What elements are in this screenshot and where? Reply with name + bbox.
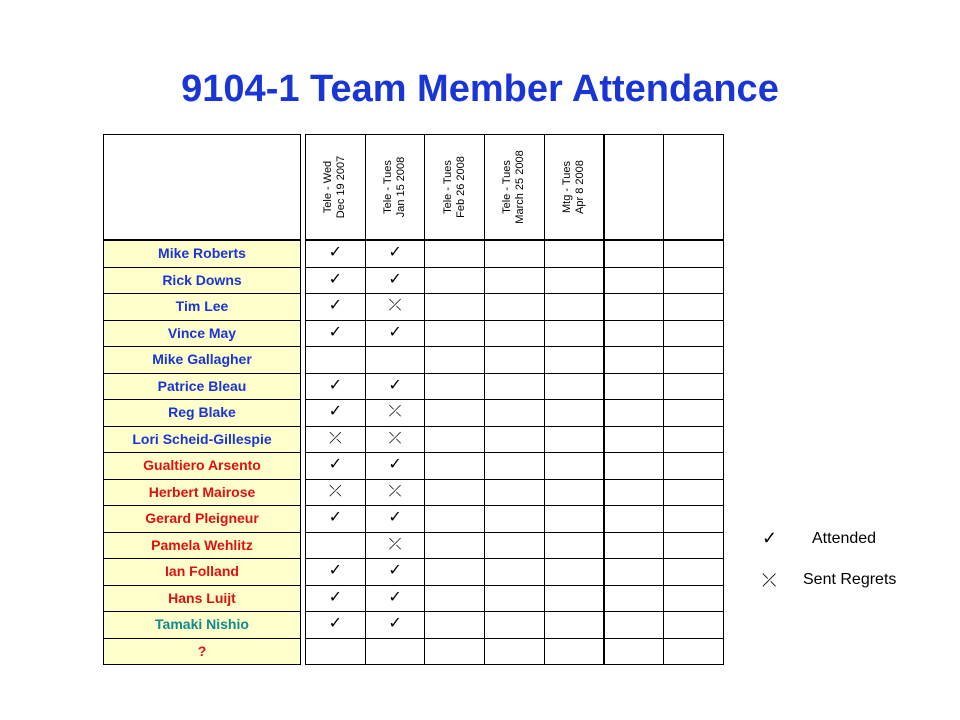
attendance-cell — [544, 373, 605, 401]
attendance-cell: ✓ — [305, 452, 366, 480]
member-name: Patrice Bleau — [103, 373, 301, 401]
attendance-cell — [663, 320, 724, 348]
attendance-table — [103, 134, 719, 664]
attendance-cell — [663, 505, 724, 533]
attendance-cell — [544, 320, 605, 348]
attendance-cell — [424, 373, 485, 401]
column-header-line2: Apr 8 2008 — [574, 160, 587, 214]
attendance-cell — [663, 346, 724, 374]
attendance-cell — [424, 585, 485, 613]
attendance-cell — [424, 532, 485, 560]
attendance-cell — [484, 452, 545, 480]
attendance-cell — [484, 373, 545, 401]
attendance-cell — [604, 505, 665, 533]
attendance-cell: ✓ — [305, 293, 366, 321]
regrets-legend-icon: ⤫ — [762, 570, 777, 590]
attendance-cell — [663, 585, 724, 613]
attendance-cell — [663, 638, 724, 666]
attendance-cell — [484, 585, 545, 613]
attendance-cell — [604, 346, 665, 374]
column-header-4 — [484, 134, 545, 240]
column-header-2 — [365, 134, 426, 240]
attendance-cell: ✓ — [305, 611, 366, 639]
attendance-cell — [604, 240, 665, 268]
attendance-cell — [604, 320, 665, 348]
attendance-cell — [604, 532, 665, 560]
attendance-cell — [663, 426, 724, 454]
attendance-cell: ✓ — [305, 399, 366, 427]
column-header-line2: Feb 26 2008 — [454, 156, 467, 218]
attendance-cell: ⤫ — [365, 426, 426, 454]
attendance-cell — [663, 479, 724, 507]
attendance-cell: ✓ — [365, 320, 426, 348]
column-header-5 — [544, 134, 605, 240]
attendance-cell — [544, 558, 605, 586]
attendance-cell — [604, 399, 665, 427]
column-header-label — [501, 150, 527, 223]
column-header-line1: Tele - Tues — [441, 160, 454, 214]
attendance-cell: ✓ — [365, 505, 426, 533]
attendance-cell: ✓ — [365, 611, 426, 639]
attendance-cell — [544, 293, 605, 321]
attendance-cell — [604, 373, 665, 401]
column-header-3 — [424, 134, 485, 240]
attendance-cell — [544, 426, 605, 454]
attendance-cell — [484, 638, 545, 666]
column-header-label — [561, 160, 587, 214]
member-name: Mike Roberts — [103, 240, 301, 268]
attendance-cell — [424, 558, 485, 586]
attendance-cell — [484, 558, 545, 586]
attendance-cell — [544, 611, 605, 639]
attendance-cell — [544, 638, 605, 666]
attendance-cell — [305, 532, 366, 560]
member-name: Gerard Pleigneur — [103, 505, 301, 533]
attendance-cell: ✓ — [365, 452, 426, 480]
attendance-cell — [604, 293, 665, 321]
attendance-cell — [365, 346, 426, 374]
attendance-cell — [484, 426, 545, 454]
attendance-cell: ✓ — [365, 558, 426, 586]
attendance-cell — [484, 240, 545, 268]
attendance-cell: ⤫ — [365, 399, 426, 427]
attendance-cell — [604, 479, 665, 507]
member-name: Reg Blake — [103, 399, 301, 427]
attendance-cell — [484, 293, 545, 321]
attendance-cell — [604, 585, 665, 613]
member-name: Herbert Mairose — [103, 479, 301, 507]
attendance-cell: ⤫ — [365, 293, 426, 321]
column-header-line1: Tele - Tues — [382, 160, 395, 214]
attendance-cell — [604, 558, 665, 586]
attendance-cell: ✓ — [305, 505, 366, 533]
column-header-line2: Dec 19 2007 — [335, 155, 348, 219]
column-header-line2: Jan 15 2008 — [395, 156, 408, 218]
member-name: Ian Folland — [103, 558, 301, 586]
attendance-cell — [484, 505, 545, 533]
attendance-cell — [663, 399, 724, 427]
column-header-6 — [604, 134, 665, 240]
attendance-cell — [424, 240, 485, 268]
member-name: Lori Scheid-Gillespie — [103, 426, 301, 454]
attendance-cell — [663, 558, 724, 586]
attendance-cell — [544, 505, 605, 533]
attendance-cell — [424, 267, 485, 295]
attendance-cell — [604, 426, 665, 454]
attendance-cell — [544, 452, 605, 480]
attendance-cell: ⤫ — [305, 426, 366, 454]
attendance-cell: ⤫ — [305, 479, 366, 507]
attendance-cell: ✓ — [365, 240, 426, 268]
attendance-cell — [484, 320, 545, 348]
attendance-cell — [544, 346, 605, 374]
member-name: Hans Luijt — [103, 585, 301, 613]
member-name: Vince May — [103, 320, 301, 348]
attendance-cell — [604, 267, 665, 295]
attendance-cell: ✓ — [305, 320, 366, 348]
attendance-cell: ✓ — [305, 558, 366, 586]
attendance-cell — [544, 532, 605, 560]
attendance-cell — [663, 373, 724, 401]
member-name: Tamaki Nishio — [103, 611, 301, 639]
column-header-label — [322, 156, 348, 218]
attendance-cell — [604, 611, 665, 639]
attendance-cell — [544, 399, 605, 427]
attendance-cell: ✓ — [305, 585, 366, 613]
attendance-cell: ✓ — [365, 267, 426, 295]
attendance-cell: ✓ — [305, 373, 366, 401]
attendance-cell — [663, 532, 724, 560]
attendance-cell — [604, 638, 665, 666]
attendance-cell — [544, 267, 605, 295]
attendance-cell — [663, 267, 724, 295]
attendance-cell — [424, 399, 485, 427]
attendance-cell — [663, 452, 724, 480]
column-header-label — [442, 156, 468, 218]
column-header-7 — [663, 134, 724, 240]
attendance-cell — [424, 452, 485, 480]
attendance-cell — [484, 532, 545, 560]
attendance-cell — [484, 611, 545, 639]
attendance-cell — [424, 638, 485, 666]
member-name: Rick Downs — [103, 267, 301, 295]
attendance-cell: ⤫ — [365, 479, 426, 507]
page-title: 9104-1 Team Member Attendance — [181, 68, 779, 110]
attendance-cell — [305, 638, 366, 666]
column-header-label — [382, 157, 408, 218]
attendance-cell — [424, 293, 485, 321]
attendance-cell — [484, 479, 545, 507]
regrets-legend-label: Sent Regrets — [803, 571, 897, 588]
attendance-cell — [544, 479, 605, 507]
attendance-cell — [544, 585, 605, 613]
member-name: Tim Lee — [103, 293, 301, 321]
attendance-cell: ✓ — [305, 240, 366, 268]
member-name: Mike Gallagher — [103, 346, 301, 374]
column-header-line1: Tele - Wed — [322, 160, 335, 214]
attendance-cell: ⤫ — [365, 532, 426, 560]
attendance-cell — [604, 452, 665, 480]
attendance-cell — [305, 346, 366, 374]
attended-legend-label: Attended — [812, 530, 877, 547]
header-blank — [103, 134, 301, 240]
attendance-cell — [544, 240, 605, 268]
member-name: ? — [103, 638, 301, 666]
attendance-cell — [424, 320, 485, 348]
attendance-cell — [424, 346, 485, 374]
attendance-cell — [663, 240, 724, 268]
column-header-line1: Tele - Tues — [501, 160, 514, 214]
attended-legend-icon: ✓ — [762, 528, 778, 548]
member-name: Gualtiero Arsento — [103, 452, 301, 480]
column-header-1 — [305, 134, 366, 240]
attendance-cell: ✓ — [305, 267, 366, 295]
attendance-cell — [484, 267, 545, 295]
attendance-cell — [663, 611, 724, 639]
attendance-cell: ✓ — [365, 373, 426, 401]
column-header-line2: March 25 2008 — [514, 150, 527, 224]
attendance-cell — [484, 346, 545, 374]
member-name: Pamela Wehlitz — [103, 532, 301, 560]
column-header-line1: Mtg - Tues — [561, 161, 574, 213]
attendance-cell — [365, 638, 426, 666]
attendance-cell — [663, 293, 724, 321]
attendance-cell — [484, 399, 545, 427]
attendance-cell — [424, 505, 485, 533]
attendance-cell — [424, 479, 485, 507]
attendance-cell — [424, 426, 485, 454]
attendance-cell: ✓ — [365, 585, 426, 613]
attendance-cell — [424, 611, 485, 639]
